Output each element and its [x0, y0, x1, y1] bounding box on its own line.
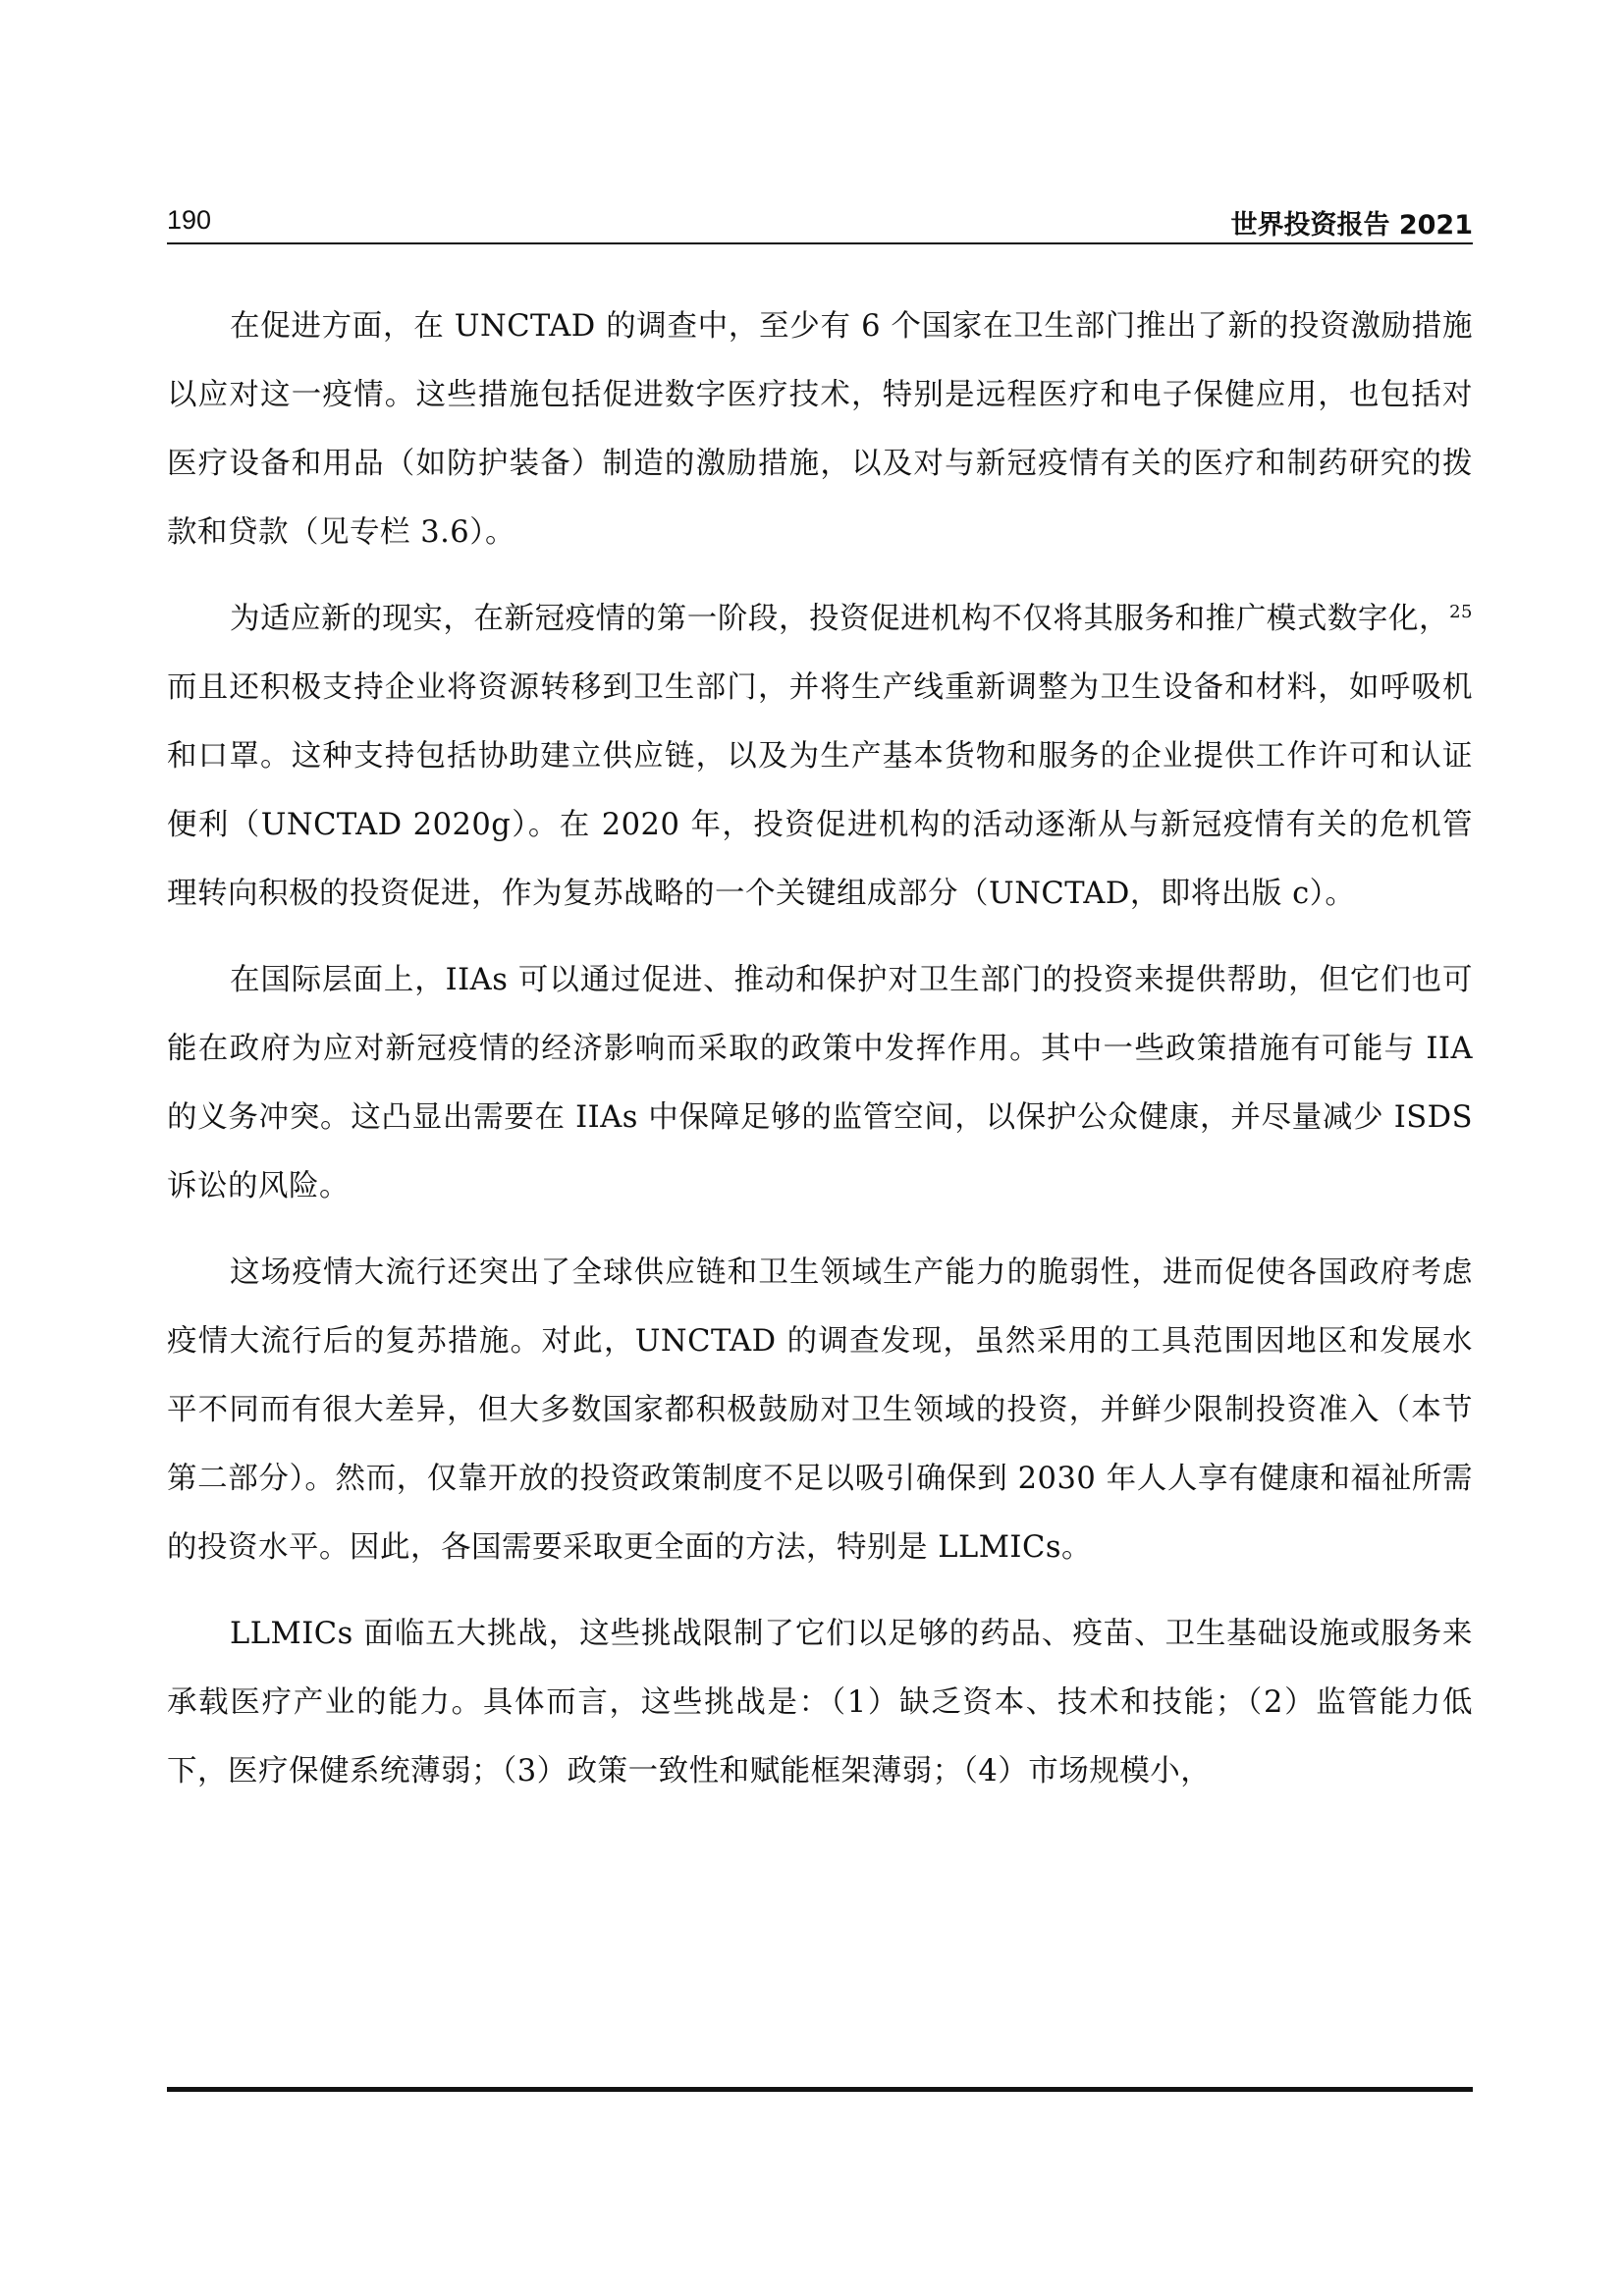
body-text [167, 293, 1473, 1824]
paragraph-supply-chains: 这场疫情大流行还突出了全球供应链和卫生领域生产能力的脆弱性，进而促使各国政府考虑疫情大流行后的复苏措施。对此，UNCTAD 的调查发现，虽然采用的工具范围因地区和发展水平不同而有很大差异，但大多数国家都积极鼓励对卫生领域的投资，并鲜少限制投资准入（本节第二部分）。然而，仅靠开放的投资政策制度不足以吸引确保到 2030 年人人享有健康和福祉所需的投资水平。因此，各国需要采取更全面的方法，特别是 LLMICs。 [167, 1255, 1473, 1565]
header-rule [167, 242, 1473, 244]
paragraph-iias: 在国际层面上，IIAs 可以通过促进、推动和保护对卫生部门的投资来提供帮助，但它们也可能在政府为应对新冠疫情的经济影响而采取的政策中发挥作用。其中一些政策措施有可能与 IIA 的义务冲突。这凸显出需要在 IIAs 中保障足够的监管空间，以保护公众健康，并尽量减少 ISDS 诉讼的风险。 [167, 963, 1473, 1203]
footer-rule [167, 2087, 1473, 2092]
paragraph-text-part: 而且还积极支持企业将资源转移到卫生部门，并将生产线重新调整为卫生设备和材料，如呼吸机和口罩。这种支持包括协助建立供应链，以及为生产基本货物和服务的企业提供工作许可和认证便利（UNCTAD 2020g）。在 2020 年，投资促进机构的活动逐渐从与新冠疫情有关的危机管理转向积极的投资促进，作为复苏战略的一个关键组成部分（UNCTAD，即将出版 c）。 [167, 670, 1473, 911]
paragraph-llmics-challenges: LLMICs 面临五大挑战，这些挑战限制了它们以足够的药品、疫苗、卫生基础设施或服务来承载医疗产业的能力。具体而言，这些挑战是：（1）缺乏资本、技术和技能；（2）监管能力低下，医疗保健系统薄弱；（3）政策一致性和赋能框架薄弱；（4）市场规模小， [167, 1617, 1473, 1789]
paragraph-promotion-measures: 在促进方面，在 UNCTAD 的调查中，至少有 6 个国家在卫生部门推出了新的投资激励措施以应对这一疫情。这些措施包括促进数字医疗技术，特别是远程医疗和电子保健应用，也包括对医疗设备和用品（如防护装备）制造的激励措施，以及对与新冠疫情有关的医疗和制药研究的拨款和贷款（见专栏 3.6）。 [167, 309, 1473, 550]
paragraph-text-part: 为适应新的现实，在新冠疫情的第一阶段，投资促进机构不仅将其服务和推广模式数字化， [230, 602, 1450, 636]
paragraph-investment-promotion-agencies [167, 585, 1473, 929]
running-title: 世界投资报告 2021 [1230, 210, 1473, 240]
page-number: 190 [167, 205, 212, 235]
footnote-reference: 25 [1449, 601, 1473, 622]
page-header [167, 203, 1473, 239]
